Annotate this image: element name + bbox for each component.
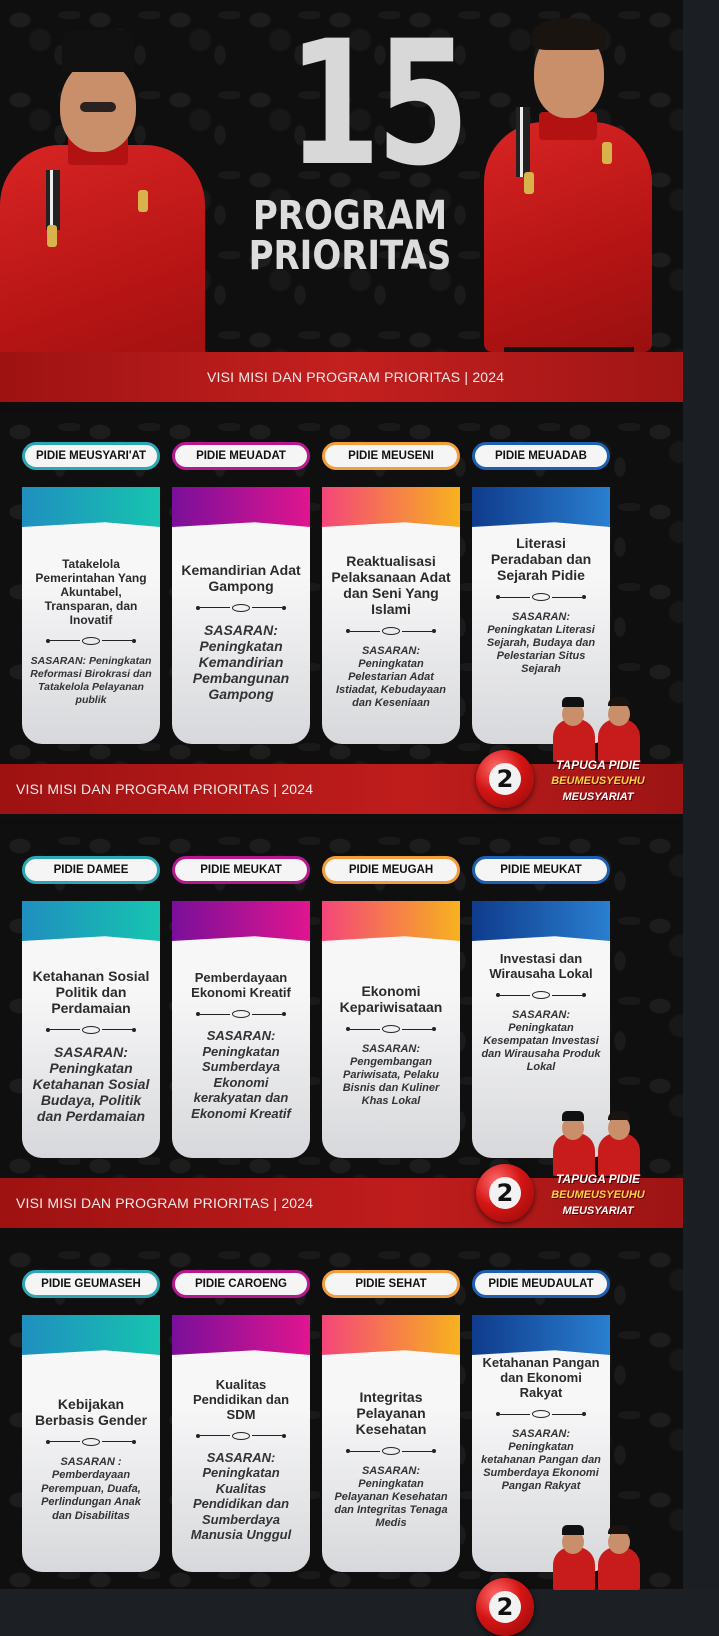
program-section-1 (0, 412, 683, 820)
program-title: Ekonomi Kepariwisataan (339, 983, 443, 1015)
program-card (322, 901, 460, 1158)
hero-banner-text: VISI MISI DAN PROGRAM PRIORITAS | 2024 (207, 369, 505, 385)
program-label: PIDIE CAROENG (172, 1270, 310, 1298)
number-2-ball-icon: 2 (476, 1164, 534, 1222)
ornament-divider (46, 1026, 136, 1034)
program-title: Reaktualisasi Pelaksanaan Adat dan Seni Yang Islami (331, 553, 451, 617)
ornament-divider (346, 627, 436, 635)
program-title: Tatakelola Pemerintahan Yang Akuntabel, Transparan, dan Inovatif (35, 556, 147, 627)
tapuga-pidie-logo: TAPUGA PIDIE BEUMEUSYEUHU MEUSYARIAT (551, 1172, 645, 1217)
program-card (22, 1315, 160, 1572)
program-label: PIDIE MEUDAULAT (472, 1270, 610, 1298)
number-2-ball-icon: 2 (476, 750, 534, 808)
hero-title-line2: PRIORITAS (248, 233, 452, 279)
candidates-mini-photo (548, 697, 643, 762)
program-title: Pemberdayaan Ekonomi Kreatif (191, 970, 291, 1000)
ornament-divider (346, 1447, 436, 1455)
program-title: Ketahanan Sosial Politik dan Perdamaian (32, 967, 150, 1016)
hero-title-line1: PROGRAM (252, 193, 448, 239)
program-target: SASARAN: Peningkatan Reformasi Birokrasi dan Tatakelola Pelayanan publik (30, 654, 152, 706)
side-strip (683, 0, 719, 1589)
program-target: SASARAN: Peningkatan Kesempatan Investasi dan Wirausaha Produk Lokal (481, 1009, 601, 1073)
section-banner-text: VISI MISI DAN PROGRAM PRIORITAS | 2024 (16, 1195, 314, 1211)
program-label: PIDIE MEUKAT (472, 856, 610, 884)
program-card (172, 901, 310, 1158)
program-target: SASARAN: Peningkatan ketahanan Pangan dan Sumberdaya Ekonomi Pangan Rakyat (481, 1428, 601, 1492)
program-card (172, 487, 310, 744)
tapuga-pidie-logo: TAPUGA PIDIE BEUMEUSYEUHU MEUSYARIAT (551, 758, 645, 803)
candidates-mini-photo (548, 1525, 643, 1590)
ornament-divider (196, 604, 286, 612)
program-label: PIDIE GEUMASEH (22, 1270, 160, 1298)
hero-title (248, 193, 452, 279)
program-label: PIDIE SEHAT (322, 1270, 460, 1298)
ornament-divider (46, 637, 136, 645)
program-label: PIDIE MEUADAT (172, 442, 310, 470)
program-title: Literasi Peradaban dan Sejarah Pidie (490, 535, 592, 583)
hero-number: 15 (287, 3, 465, 204)
program-title: Kebijakan Berbasis Gender (34, 1395, 148, 1428)
program-section-2 (0, 826, 683, 1234)
program-target: SASARAN: Peningkatan Ketahanan Sosial Budaya, Politik dan Perdamaian (32, 1043, 150, 1124)
program-label: PIDIE MEUSENI (322, 442, 460, 470)
program-card (22, 901, 160, 1158)
program-label: PIDIE MEUADAB (472, 442, 610, 470)
program-title: Kualitas Pendidikan dan SDM (192, 1376, 290, 1422)
program-target: SASARAN: Pengembangan Pariwisata, Pelaku Bisnis dan Kuliner Khas Lokal (342, 1043, 440, 1107)
number-2-ball-icon: 2 (476, 1578, 534, 1636)
program-target: SASARAN: Peningkatan Literasi Sejarah, Budaya dan Pelestarian Situs Sejarah (486, 611, 596, 675)
program-target: SASARAN: Peningkatan Pelayanan Kesehatan dan Integritas Tenaga Medis (334, 1465, 448, 1529)
program-label: PIDIE MEUSYARI'AT (22, 442, 160, 470)
program-target: SASARAN: Peningkatan Kemandirian Pembangunan Gampong (192, 621, 290, 702)
program-card (322, 487, 460, 744)
program-card (22, 487, 160, 744)
program-section-3 (0, 1240, 683, 1621)
ornament-divider (196, 1010, 286, 1018)
ornament-divider (196, 1432, 286, 1440)
program-target: SASARAN: Peningkatan Sumberdaya Ekonomi kerakyatan dan Ekonomi Kreatif (191, 1028, 291, 1121)
program-label: PIDIE MEUKAT (172, 856, 310, 884)
program-card (172, 1315, 310, 1572)
ornament-divider (346, 1025, 436, 1033)
hero-banner (0, 352, 683, 402)
program-card (322, 1315, 460, 1572)
program-target: SASARAN : Pemberdayaan Perempuan, Duafa, Perlindungan Anak dan Disabilitas (41, 1455, 141, 1522)
candidate-left-photo (0, 30, 210, 402)
program-title: Integritas Pelayanan Kesehatan (355, 1389, 427, 1437)
ornament-divider (496, 593, 586, 601)
section-banner-text: VISI MISI DAN PROGRAM PRIORITAS | 2024 (16, 781, 314, 797)
ornament-divider (496, 1410, 586, 1418)
program-title: Kemandirian Adat Gampong (181, 561, 301, 594)
program-target: SASARAN: Peningkatan Pelestarian Adat Istiadat, Kebudayaan dan Keseniaan (335, 645, 447, 709)
program-label: PIDIE MEUGAH (322, 856, 460, 884)
candidates-mini-photo (548, 1111, 643, 1176)
program-label: PIDIE DAMEE (22, 856, 160, 884)
program-target: SASARAN: Peningkatan Kualitas Pendidikan dan Sumberdaya Manusia Unggul (190, 1449, 292, 1542)
program-title: Investasi dan Wirausaha Lokal (489, 951, 593, 981)
hero-section (0, 0, 683, 402)
program-title: Ketahanan Pangan dan Ekonomi Rakyat (482, 1355, 600, 1400)
ornament-divider (496, 991, 586, 999)
ornament-divider (46, 1438, 136, 1446)
candidate-right-photo (484, 12, 656, 402)
